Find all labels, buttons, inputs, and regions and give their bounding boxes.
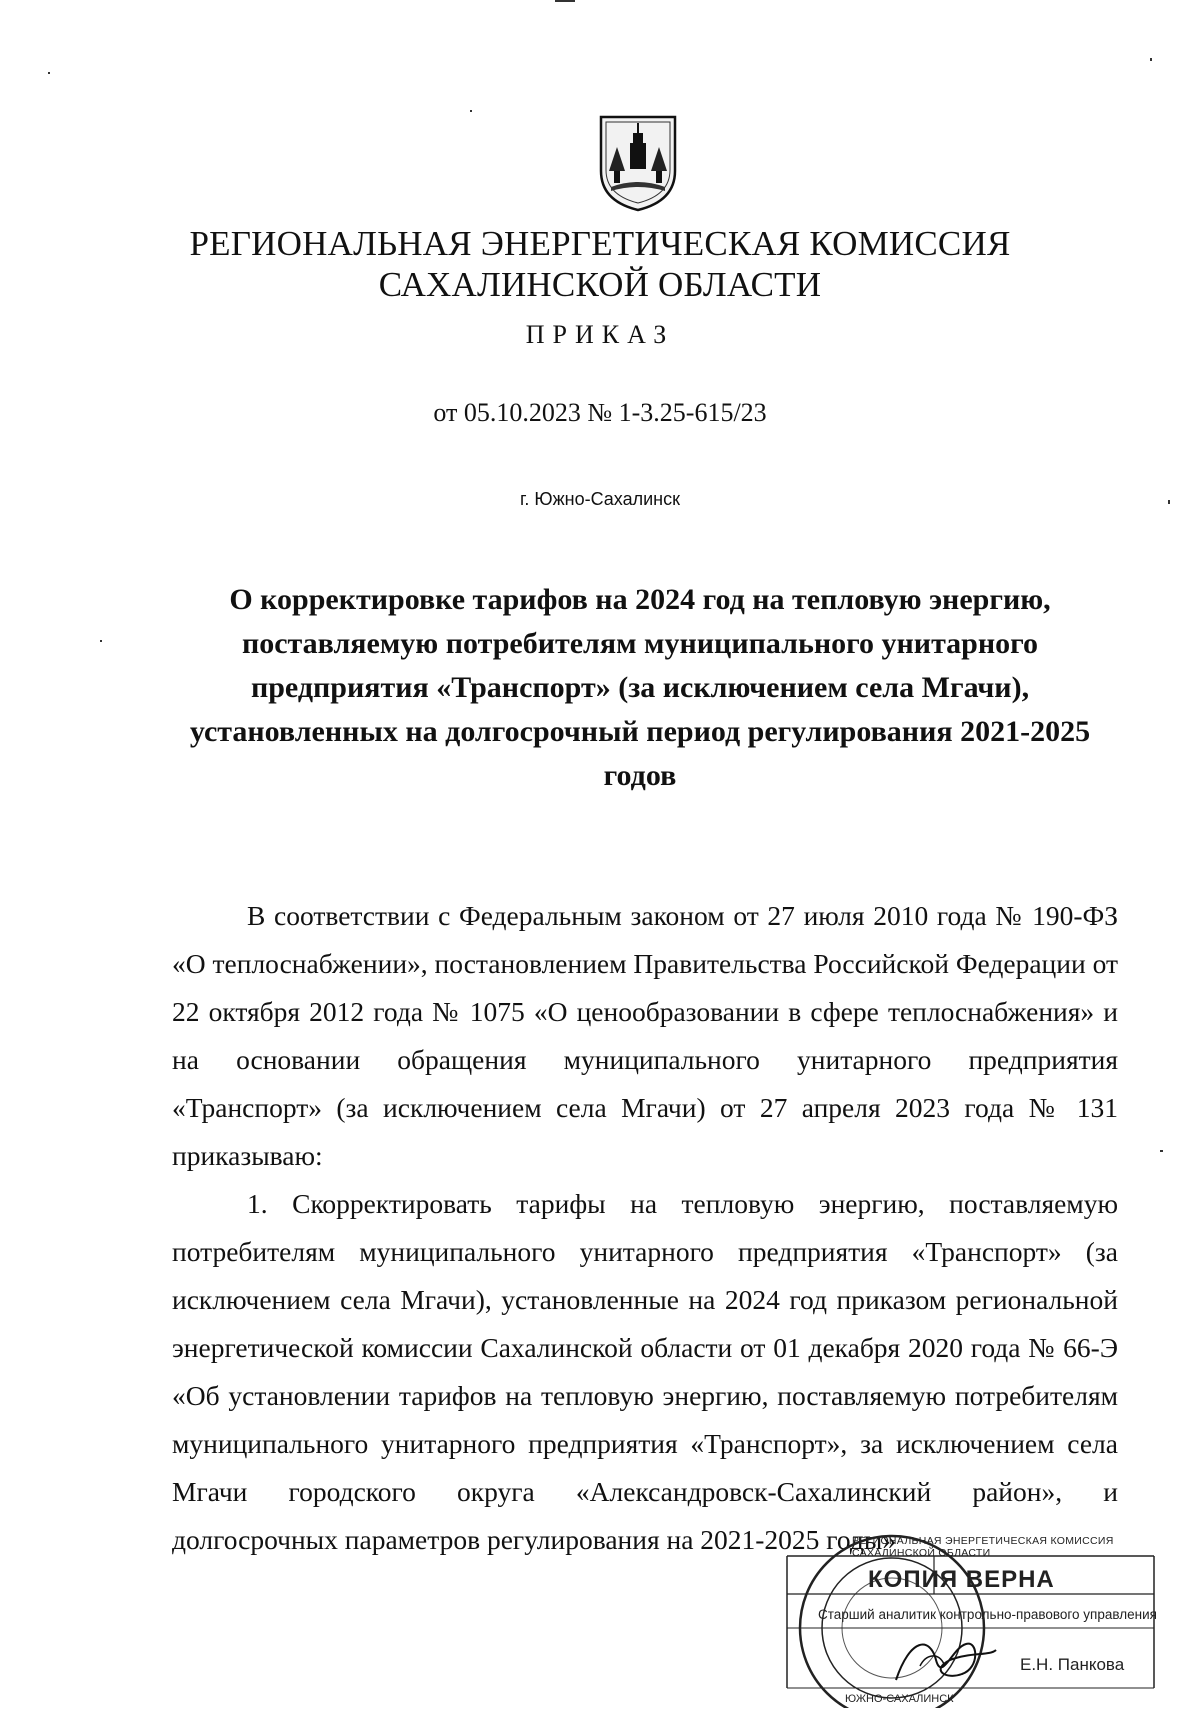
organization-name-line1: РЕГИОНАЛЬНАЯ ЭНЕРГЕТИЧЕСКАЯ КОМИССИЯ bbox=[189, 224, 1011, 263]
coat-of-arms-emblem bbox=[597, 113, 679, 213]
body-paragraph-1: В соответствии с Федеральным законом от 27 июля 2010 года № 190-ФЗ «О теплоснабжении», постановлением Правительства Российской Федерации от 22 октября 2012 года № 1075 «О ценообразовании в сфере теплоснабжения» и на основании обращения муниципального унитарного предприятия «Транспорт» (за исключением села Мгачи) от 27 апреля 2023 года № 131 приказываю: bbox=[172, 900, 1118, 1171]
scan-speck bbox=[1168, 500, 1170, 504]
stamp-main-label: КОПИЯ ВЕРНА bbox=[868, 1566, 1055, 1593]
document-city: г. Южно-Сахалинск bbox=[520, 489, 680, 509]
body-paragraph-2: 1. Скорректировать тарифы на тепловую энергию, поставляемую потребителям муниципального унитарного предприятия «Транспорт» (за исключением села Мгачи), установленные на 2024 год приказом региональной энергетической комиссии Сахалинской области от 01 декабря 2020 года № 66-Э «Об установлении тарифов на тепловую энергию, поставляемую потребителям муниципального унитарного предприятия «Транспорт», за исключением села Мгачи городского округа «Александровск-Сахалинский район», и долгосрочных параметров регулирования на 2021-2025 годы» bbox=[172, 1188, 1118, 1555]
certification-stamp bbox=[782, 1532, 1162, 1708]
stamp-role: Старший аналитик контрольно-правового управления bbox=[818, 1607, 1157, 1622]
stamp-header: РЕГИОНАЛЬНАЯ ЭНЕРГЕТИЧЕСКАЯ КОМИССИЯ САХАЛИНСКОЙ ОБЛАСТИ bbox=[852, 1535, 1114, 1559]
seal-city-text: ЮЖНО-САХАЛИНСК bbox=[845, 1693, 954, 1705]
document-body bbox=[172, 892, 1118, 1564]
scan-speck bbox=[1160, 1150, 1163, 1152]
stamp-signer-name: Е.Н. Панкова bbox=[1020, 1655, 1125, 1674]
scan-speck bbox=[48, 72, 50, 74]
document-title: О корректировке тарифов на 2024 год на тепловую энергию, поставляемую потребителям муниципального унитарного предприятия «Транспорт» (за исключением села Мгачи), установленных на долгосрочный период регулирования 2021-2025 годов bbox=[189, 583, 1091, 792]
handwritten-signature bbox=[890, 1630, 1000, 1690]
scan-speck bbox=[555, 0, 575, 2]
document-type: ПРИКАЗ bbox=[525, 320, 675, 349]
scan-speck bbox=[1150, 58, 1152, 61]
scan-speck bbox=[100, 640, 102, 642]
organization-name-line2: САХАЛИНСКОЙ ОБЛАСТИ bbox=[378, 265, 822, 304]
scan-speck bbox=[470, 110, 472, 112]
document-number: от 05.10.2023 № 1-3.25-615/23 bbox=[433, 398, 767, 427]
